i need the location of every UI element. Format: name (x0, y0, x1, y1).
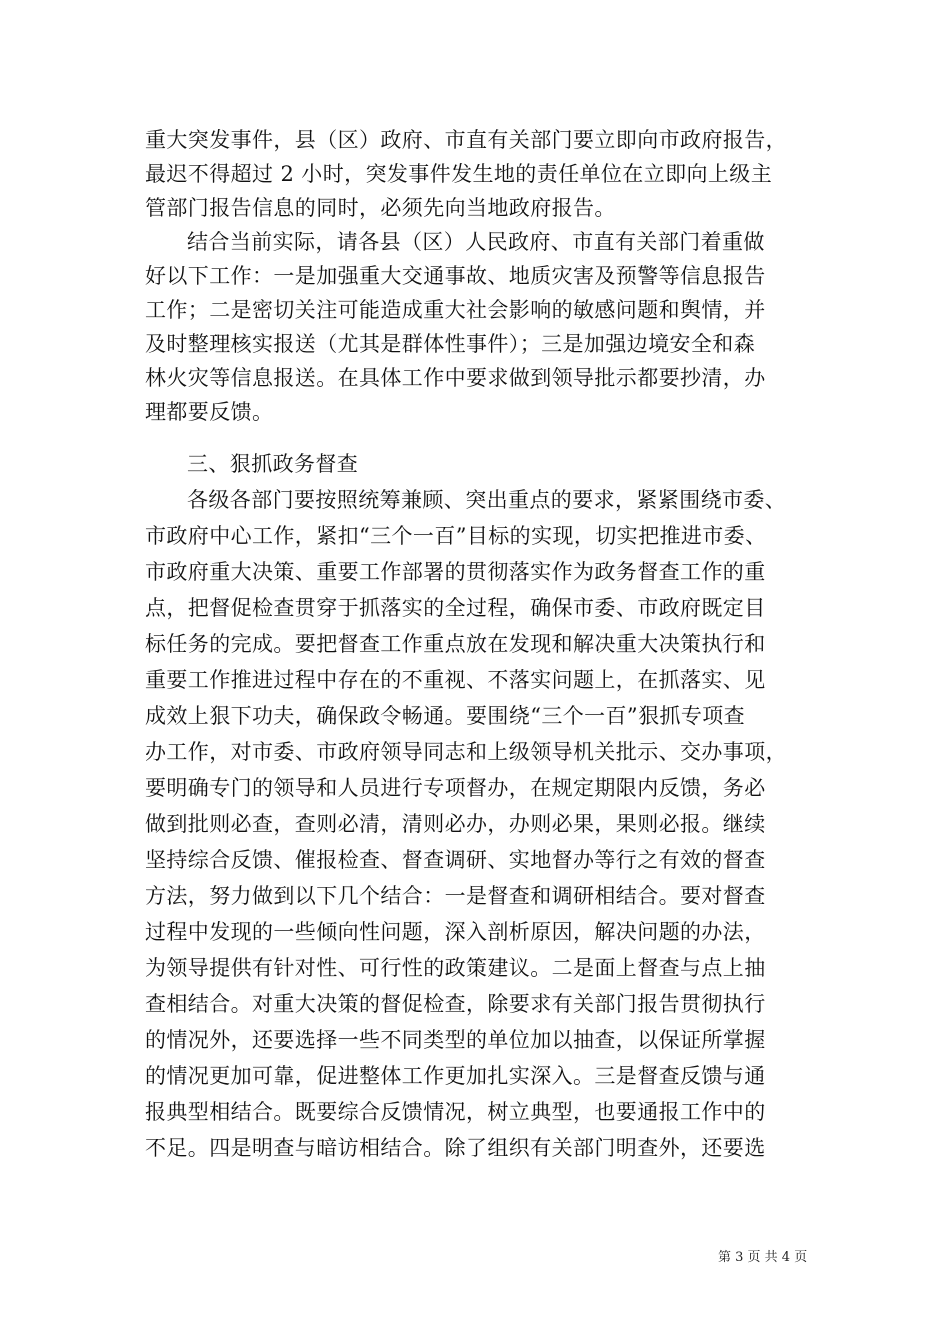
body-text-line: 林火灾等信息报送。在具体工作中要求做到领导批示都要抄清，办 (145, 366, 766, 390)
body-text-line: 的情况外，还要选择一些不同类型的单位加以抽查，以保证所掌握 (145, 1028, 766, 1052)
page-number-footer: 第 3 页 共 4 页 (718, 1250, 808, 1265)
section-heading: 三、狠抓政务督查 (187, 452, 359, 476)
body-text-line: 方法，努力做到以下几个结合：一是督查和调研相结合。要对督查 (145, 884, 766, 908)
body-text-line: 成效上狠下功夫，确保政令畅通。要围绕“三个一百”狠抓专项查 (145, 704, 746, 728)
body-text-line: 重大突发事件，县（区）政府、市直有关部门要立即向市政府报告， (145, 128, 787, 152)
body-text-line: 的情况更加可靠，促进整体工作更加扎实深入。三是督查反馈与通 (145, 1064, 766, 1088)
body-text-line: 要明确专门的领导和人员进行专项督办，在规定期限内反馈，务必 (145, 776, 766, 800)
body-text-line: 坚持综合反馈、催报检查、督查调研、实地督办等行之有效的督查 (145, 848, 766, 872)
body-text-line: 过程中发现的一些倾向性问题，深入剖析原因，解决问题的办法， (145, 920, 766, 944)
body-text-line: 为领导提供有针对性、可行性的政策建议。二是面上督查与点上抽 (145, 956, 766, 980)
body-text-line: 点，把督促检查贯穿于抓落实的全过程，确保市委、市政府既定目 (145, 596, 766, 620)
body-text-line: 重要工作推进过程中存在的不重视、不落实问题上，在抓落实、见 (145, 668, 766, 692)
body-text-line: 工作；二是密切关注可能造成重大社会影响的敏感问题和舆情，并 (145, 298, 766, 322)
body-text-line: 标任务的完成。要把督查工作重点放在发现和解决重大决策执行和 (145, 632, 766, 656)
paragraph-first-line: 结合当前实际，请各县（区）人民政府、市直有关部门着重做 (187, 230, 765, 254)
body-text-line: 市政府中心工作，紧扣“三个一百”目标的实现，切实把推进市委、 (145, 524, 767, 548)
body-text-line: 查相结合。对重大决策的督促检查，除要求有关部门报告贯彻执行 (145, 992, 766, 1016)
body-text-line: 最迟不得超过 2 小时，突发事件发生地的责任单位在立即向上级主 (145, 162, 773, 186)
body-text-line: 不足。四是明查与暗访相结合。除了组织有关部门明查外，还要选 (145, 1136, 766, 1160)
body-text-line: 理都要反馈。 (145, 400, 274, 424)
body-text-line: 做到批则必查，查则必清，清则必办，办则必果，果则必报。继续 (145, 812, 766, 836)
body-text-line: 好以下工作：一是加强重大交通事故、地质灾害及预警等信息报告 (145, 264, 766, 288)
body-text-line: 市政府重大决策、重要工作部署的贯彻落实作为政务督查工作的重 (145, 560, 766, 584)
body-text-line: 管部门报告信息的同时，必须先向当地政府报告。 (145, 196, 616, 220)
paragraph-first-line: 各级各部门要按照统筹兼顾、突出重点的要求，紧紧围绕市委、 (187, 488, 787, 512)
body-text-line: 及时整理核实报送（尤其是群体性事件）；三是加强边境安全和森 (145, 332, 756, 356)
body-text-line: 报典型相结合。既要综合反馈情况，树立典型，也要通报工作中的 (145, 1100, 766, 1124)
body-text-line: 办工作，对市委、市政府领导同志和上级领导机关批示、交办事项， (145, 740, 787, 764)
